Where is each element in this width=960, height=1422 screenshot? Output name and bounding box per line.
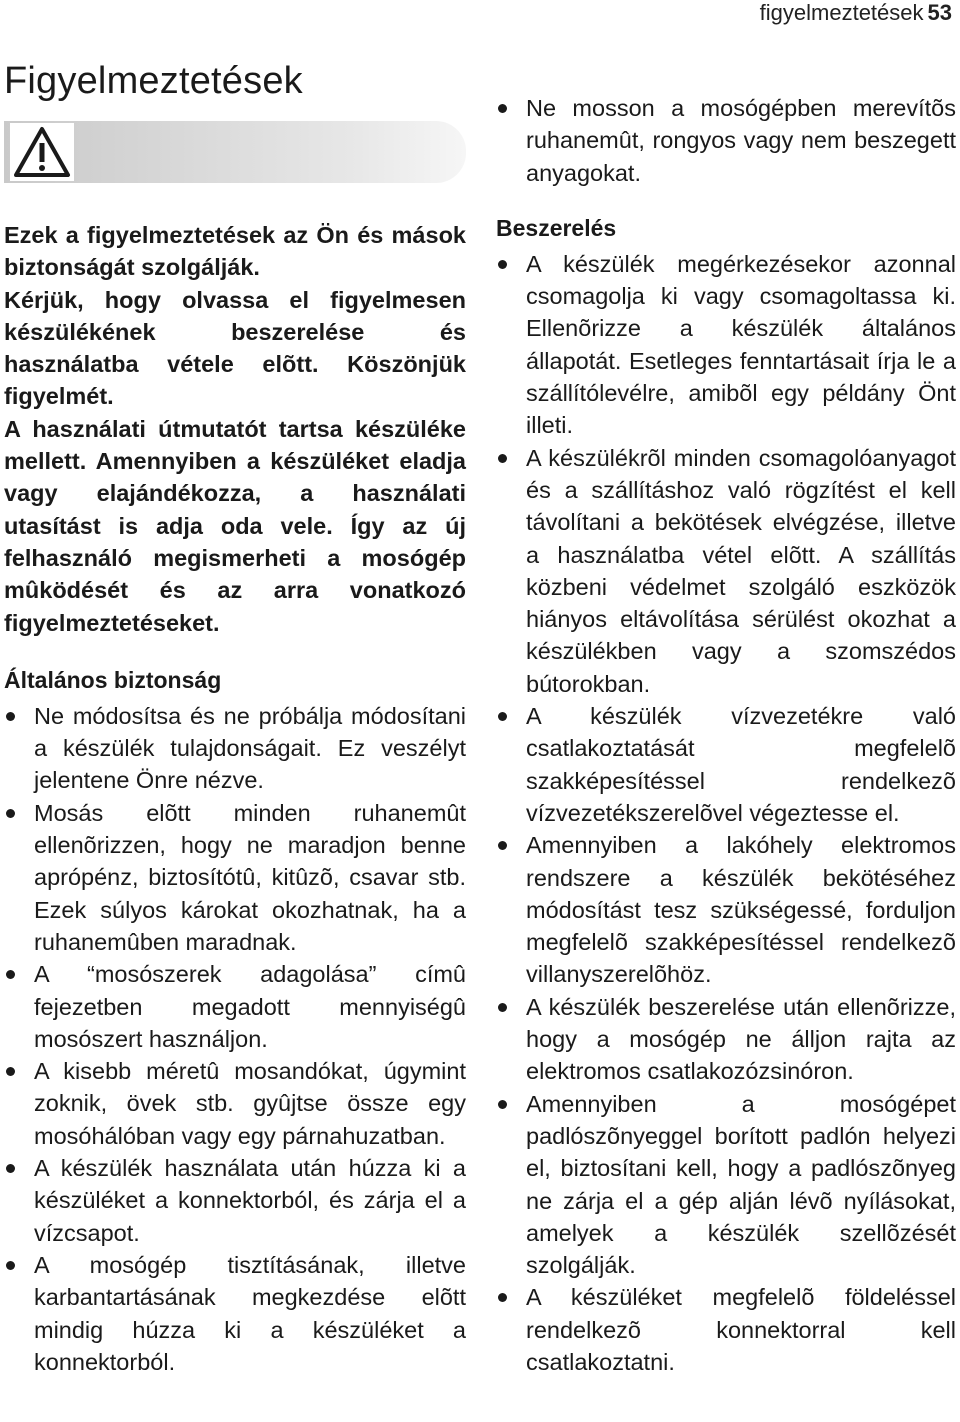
- bullet-icon: [498, 1293, 507, 1302]
- bullet-icon: [6, 1067, 15, 1076]
- list-item: A mosógép tisztításának, illetve karbantartásának megkezdése elõtt mindig húzza ki a készüléket a konnektorból.: [4, 1249, 466, 1378]
- list-item: Ne módosítsa és ne próbálja módosítani a készülék tulajdonságait. Ez veszélyt jelentene Önre nézve.: [4, 700, 466, 797]
- list-item: A készüléket megfelelõ földeléssel rendelkezõ konnektorral kell csatlakoztatni.: [496, 1281, 956, 1378]
- list-item: Amennyiben a lakóhely elektromos rendszere a készülék bekötéséhez módosítást tesz szükségessé, forduljon megfelelõ szakképesítéssel rendelkezõ villanyszerelõhöz.: [496, 829, 956, 990]
- page-title: Figyelmeztetések: [4, 60, 303, 102]
- left-column: [4, 60, 466, 1378]
- header-section-label: figyelmeztetések: [759, 0, 924, 25]
- list-item: Amennyiben a mosógépet padlószõnyeggel borított padlón helyezi el, biztosítani kell, hogy a padlószõnyeg ne zárja el a gép alján lévõ nyílásokat, amelyek a készülék szellõzését szolgálják.: [496, 1088, 956, 1282]
- warning-banner: [4, 121, 466, 183]
- list-item: A készülékrõl minden csomagolóanyagot és a szállításhoz való rögzítést el kell távolítani a bekötések elvégzése, illetve a használatba vétel elõtt. A szállítás közbeni védelmet szolgáló eszközök hiányos eltávolítása sérülést okozhat a készülékben vagy a szomszédos bútorokban.: [496, 442, 956, 700]
- list-item: A készülék vízvezetékre való csatlakoztatását megfelelõ szakképesítéssel rendelkezõ vízvezetékszerelõvel végeztesse el.: [496, 700, 956, 829]
- bullet-icon: [498, 454, 507, 463]
- list-item: A készülék beszerelése után ellenõrizze, hogy a mosógép ne álljon rajta az elektromos csatlakozózsinóron.: [496, 991, 956, 1088]
- intro-text: [4, 219, 466, 639]
- intro-paragraph: A használati útmutatót tartsa készüléke mellett. Amennyiben a készüléket eladja vagy elajándékozza, a használati utasítást is adja oda vele. Így az új felhasználó megismerheti a mosógép mûködését és az arra vonatkozó figyelmeztetéseket.: [4, 415, 466, 636]
- list-item: A készülék megérkezésekor azonnal csomagolja ki vagy csomagoltassa ki. Ellenõrizze a készülék általános állapotát. Esetleges fenntartásait írja le a szállítólevélre, amibõl egy példány Önt illeti.: [496, 248, 956, 442]
- bullet-icon: [6, 1261, 15, 1270]
- page-number: 53: [927, 0, 952, 25]
- list-item: A készülék használata után húzza ki a készüléket a konnektorból, és zárja el a vízcsapot.: [4, 1152, 466, 1249]
- list-item: A kisebb méretû mosandókat, úgymint zoknik, övek stb. gyûjtse össze egy mosóhálóban vagy egy párnahuzatban.: [4, 1055, 466, 1152]
- general-safety-section: [4, 667, 466, 1378]
- general-safety-heading: Általános biztonság: [4, 666, 222, 693]
- bullet-icon: [6, 970, 15, 979]
- bullet-icon: [498, 104, 507, 113]
- bullet-icon: [498, 841, 507, 850]
- list-item: A “mosószerek adagolása” címû fejezetben megadott mennyiségû mosószert használjon.: [4, 958, 466, 1055]
- intro-paragraph: Ezek a figyelmeztetések az Ön és mások biztonságát szolgálják.: [4, 222, 466, 281]
- bullet-icon: [6, 1164, 15, 1173]
- general-safety-list: [4, 700, 466, 1378]
- bullet-icon: [6, 809, 15, 818]
- bullet-icon: [498, 260, 507, 269]
- bullet-icon: [498, 1003, 507, 1012]
- bullet-icon: [498, 1100, 507, 1109]
- right-column: [496, 60, 956, 1378]
- general-safety-list-continued: [496, 92, 956, 189]
- warning-triangle-icon: [10, 123, 74, 186]
- list-item: Mosás elõtt minden ruhanemût ellenõrizzen, hogy ne maradjon benne aprópénz, biztosítótû, kitûzõ, csavar stb. Ezek súlyos károkat okozhatnak, ha a ruhanemûben maradnak.: [4, 797, 466, 958]
- bullet-icon: [498, 712, 507, 721]
- installation-list: [496, 248, 956, 1378]
- installation-section: [496, 215, 956, 1378]
- installation-heading: Beszerelés: [496, 214, 617, 241]
- intro-paragraph: Kérjük, hogy olvassa el figyelmesen készülékének beszerelése és használatba vétele elõtt. Köszönjük figyelmét.: [4, 286, 466, 410]
- list-item: Ne mosson a mosógépben merevítõs ruhanemût, rongyos vagy nem beszegett anyagokat.: [496, 92, 956, 189]
- bullet-icon: [6, 712, 15, 721]
- page-header: [760, 0, 952, 26]
